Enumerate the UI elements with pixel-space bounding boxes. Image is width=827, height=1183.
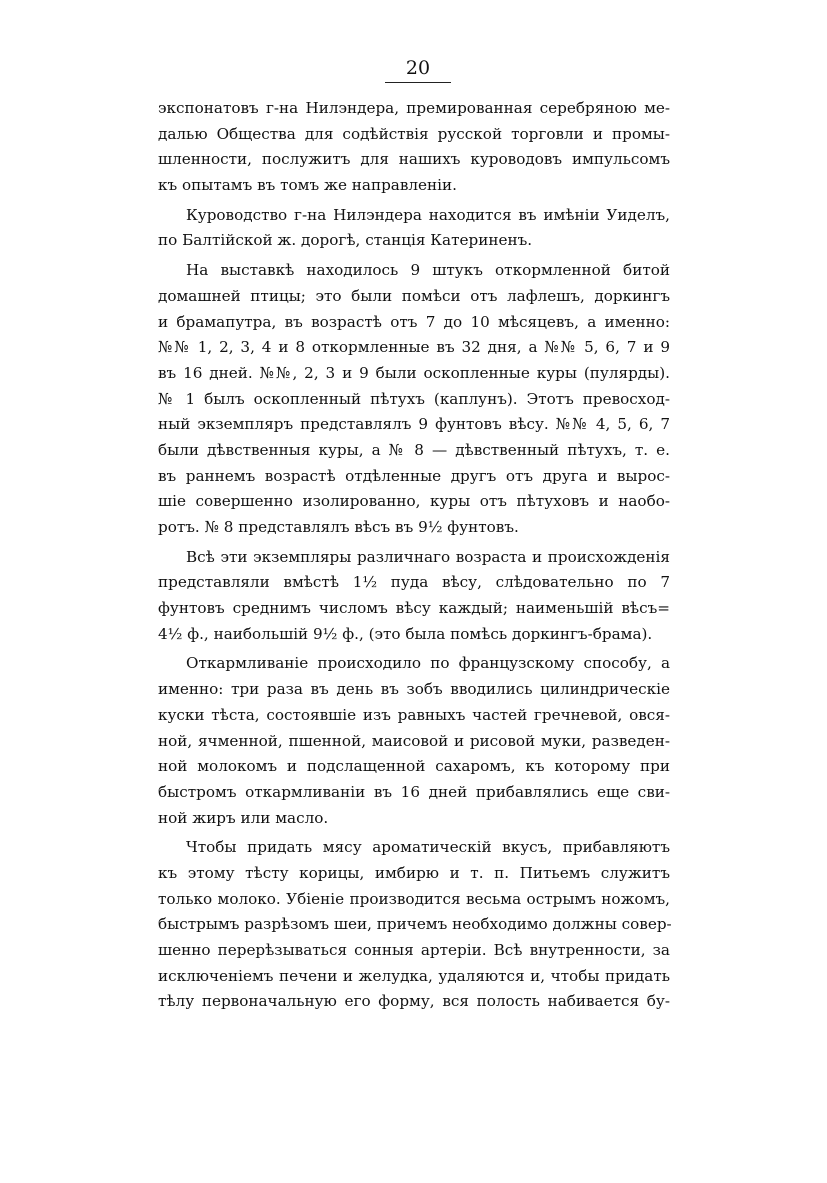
text-line: Куроводство г-на Нилэндера находится въ имѣніи Уиделъ, xyxy=(186,205,670,224)
text-line: именно: три раза въ день въ зобъ вводились цилиндрическіе xyxy=(158,680,670,699)
text-line: На выставкѣ находилось 9 штукъ откормленной битой xyxy=(186,261,670,280)
text-line: далью Общества для содѣйствія русской торговли и промы- xyxy=(158,124,670,143)
text-line: къ этому тѣсту корицы, имбирю и т. п. Питьемъ служитъ xyxy=(158,863,670,882)
text-line: шенно перерѣзываться сонныя артеріи. Всѣ внутренности, за xyxy=(158,941,670,959)
text-line: въ раннемъ возрастѣ отдѣленные другъ отъ друга и вырос- xyxy=(158,466,670,485)
text-line: 4½ ф., наибольшій 9½ ф., (это была помѣсь доркингъ-брама). xyxy=(158,624,653,643)
text-line: ной молокомъ и подслащенной сахаромъ, къ которому при xyxy=(158,757,670,776)
text-line: № 1 былъ оскопленный пѣтухъ (каплунъ). Этотъ превосход- xyxy=(158,389,670,408)
text-line: Откармливаніе происходило по французскому способу, а xyxy=(186,654,670,673)
text-line: быстромъ откармливаніи въ 16 дней прибавлялись еще сви- xyxy=(158,782,670,801)
text-line: Всѣ эти экземпляры различнаго возраста и происхожденія xyxy=(186,547,670,566)
page-number: 20 xyxy=(385,56,451,83)
text-line: и брамапутра, въ возрастѣ отъ 7 до 10 мѣсяцевъ, а именно: xyxy=(158,312,670,331)
text-line: по Балтійской ж. дорогѣ, станція Катериненъ. xyxy=(158,231,533,250)
text-line: экспонатовъ г-на Нилэндера, премированная серебряною ме- xyxy=(158,99,670,117)
text-line: №№ 1, 2, 3, 4 и 8 откормленные въ 32 дня, а №№ 5, 6, 7 и 9 xyxy=(158,338,670,357)
text-line: тѣлу первоначальную его форму, вся полость набивается бу- xyxy=(158,992,670,1011)
text-line: исключеніемъ печени и желудка, удаляются и, чтобы придать xyxy=(158,966,670,985)
text-line: только молоко. Убіеніе производится весьма острымъ ножомъ, xyxy=(158,889,670,908)
text-line: были дѣвственныя куры, а № 8 — дѣвственный пѣтухъ, т. е. xyxy=(158,440,670,459)
text-line: къ опытамъ въ томъ же направленіи. xyxy=(158,176,457,195)
text-line: представляли вмѣстѣ 1½ пуда вѣсу, слѣдовательно по 7 xyxy=(158,573,670,592)
text-line: ной жиръ или масло. xyxy=(158,808,329,827)
text-line: ротъ. № 8 представлялъ вѣсъ въ 9½ фунтовъ. xyxy=(158,518,519,536)
text-line: куски тѣста, состоявшіе изъ равныхъ частей гречневой, овся- xyxy=(158,705,670,724)
text-line: ной, ячменной, пшенной, маисовой и рисовой муки, разведен- xyxy=(158,731,670,750)
text-line: быстрымъ разрѣзомъ шеи, причемъ необходимо должны совер- xyxy=(158,915,672,934)
body-text xyxy=(158,96,670,1015)
text-line: шіе совершенно изолированно, куры отъ пѣтуховъ и наобо- xyxy=(158,492,670,511)
text-line: Чтобы придать мясу ароматическій вкусъ, прибавляютъ xyxy=(186,838,670,857)
text-line: въ 16 дней. №№, 2, 3 и 9 были оскопленные куры (пулярды). xyxy=(158,363,670,382)
text-line: ный экземпляръ представлялъ 9 фунтовъ вѣсу. №№ 4, 5, 6, 7 xyxy=(158,415,670,434)
text-line: шленности, послужитъ для нашихъ куроводовъ импульсомъ xyxy=(158,150,670,169)
text-line: домашней птицы; это были помѣси отъ лафлешъ, доркингъ xyxy=(158,286,670,305)
text-line: фунтовъ среднимъ числомъ вѣсу каждый; наименьшій вѣсъ= xyxy=(158,599,670,618)
